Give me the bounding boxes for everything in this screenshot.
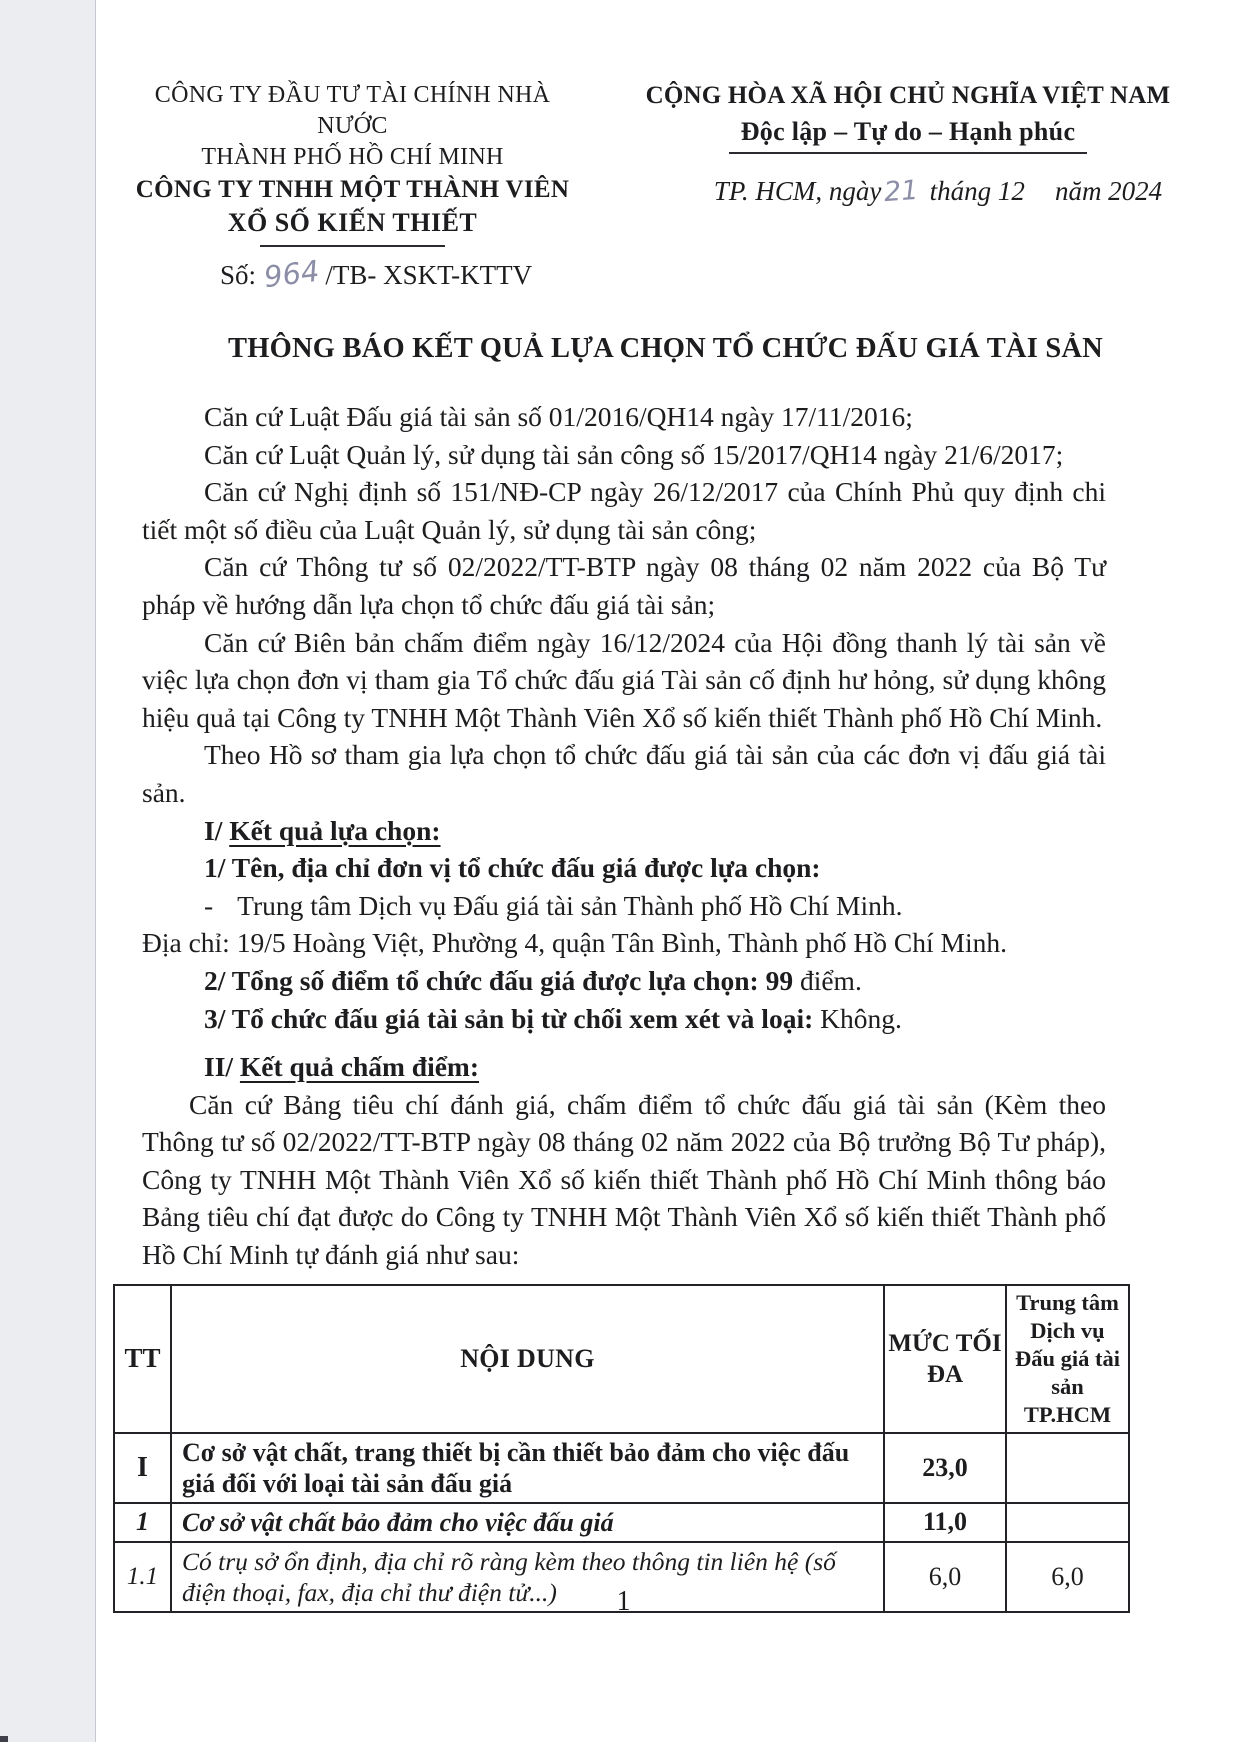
issuer-company-name: CÔNG TY TNHH MỘT THÀNH VIÊN	[135, 176, 570, 203]
issuer-underline-rule	[260, 245, 445, 247]
document-body	[142, 398, 1106, 1274]
cell-content: Cơ sở vật chất, trang thiết bị cần thiết bảo đảm cho việc đấu giá đối với loại tài sản đấu giá	[171, 1433, 884, 1503]
cell-tt: 1	[114, 1503, 171, 1542]
cell-content: Cơ sở vật chất bảo đảm cho việc đấu giá	[171, 1503, 884, 1542]
recital-paragraph: Căn cứ Biên bản chấm điểm ngày 16/12/2024 của Hội đồng thanh lý tài sản về việc lựa chọn đơn vị tham gia Tổ chức đấu giá Tài sản cố định hư hỏng, sử dụng không hiệu quả tại Công ty TNHH Một Thành Viên Xổ số kiến thiết Thành phố Hồ Chí Minh.	[142, 626, 1106, 733]
doc-number-handwritten: 964	[262, 253, 322, 295]
issuer-block	[125, 80, 580, 295]
doc-number-prefix: Số:	[220, 260, 257, 290]
table-row	[114, 1503, 1129, 1542]
table-row	[114, 1433, 1129, 1503]
col-header-max-score: MỨC TỐI ĐA	[884, 1285, 1006, 1433]
issuer-company-name-2: XỔ SỐ KIẾN THIẾT	[227, 208, 478, 237]
item-3-bold-text: 3/ Tổ chức đấu giá tài sản bị từ chối xem xét và loại:	[204, 1002, 821, 1034]
doc-number-suffix: /TB- XSKT-KTTV	[325, 260, 533, 290]
item-3-regular-text: Không.	[820, 1002, 902, 1034]
section-1-item-2	[142, 962, 1106, 1000]
section-2-heading-text: Kết quả chấm điểm:	[239, 1051, 480, 1083]
score-table-header-row	[114, 1285, 1129, 1433]
date-month: tháng 12	[929, 176, 1025, 206]
item-2-regular-text: điểm.	[799, 964, 862, 996]
selected-organizer-name: Trung tâm Dịch vụ Đấu giá tài sản Thành phố Hồ Chí Minh.	[237, 889, 903, 921]
col-header-tt: TT	[114, 1285, 171, 1433]
issue-date-line	[580, 176, 1236, 207]
section-2-number: II/	[204, 1051, 240, 1083]
recital-paragraph: Căn cứ Luật Đấu giá tài sản số 01/2016/QH14 ngày 17/11/2016;	[204, 401, 913, 432]
issuer-parent-name: CÔNG TY ĐẦU TƯ TÀI CHÍNH NHÀ NƯỚC	[154, 82, 551, 139]
scan-corner-artifact	[0, 1736, 8, 1742]
national-motto: Độc lập – Tự do – Hạnh phúc	[729, 117, 1088, 154]
col-header-content: NỘI DUNG	[171, 1285, 884, 1433]
cell-tt: 1.1	[114, 1542, 171, 1612]
selected-organizer-address: Địa chỉ: 19/5 Hoàng Việt, Phường 4, quận Tân Bình, Thành phố Hồ Chí Minh.	[142, 927, 1007, 959]
section-1-heading-text: Kết quả lựa chọn:	[229, 814, 441, 846]
section-1-heading	[142, 812, 1106, 850]
col-header-organizer-score: Trung tâm Dịch vụ Đấu giá tài sản TP.HCM	[1006, 1285, 1129, 1433]
issuer-parent-city: THÀNH PHỐ HỒ CHÍ MINH	[201, 144, 504, 170]
cell-organizer-score	[1006, 1503, 1129, 1542]
recital-paragraph: Theo Hồ sơ tham gia lựa chọn tổ chức đấu giá tài sản của các đơn vị đấu giá tài sản.	[142, 739, 1106, 808]
national-motto-wrap	[580, 117, 1236, 154]
document-header	[95, 0, 1236, 295]
document-page	[95, 0, 1236, 1742]
recital-paragraph: Căn cứ Thông tư số 02/2022/TT-BTP ngày 08 tháng 02 năm 2022 của Bộ Tư pháp về hướng dẫn lựa chọn tổ chức đấu giá tài sản;	[142, 551, 1106, 620]
cell-max-score: 11,0	[884, 1503, 1006, 1542]
scan-background-strip	[0, 0, 96, 1742]
recital-paragraph: Căn cứ Luật Quản lý, sử dụng tài sản công số 15/2017/QH14 ngày 21/6/2017;	[204, 438, 1064, 470]
document-title: THÔNG BÁO KẾT QUẢ LỰA CHỌN TỔ CHỨC ĐẤU GIÁ TÀI SẢN	[228, 333, 1103, 364]
section-1-item-1	[142, 849, 1106, 887]
cell-organizer-score: 6,0	[1006, 1542, 1129, 1612]
cell-max-score: 23,0	[884, 1433, 1006, 1503]
document-number-line	[125, 253, 580, 295]
dash-bullet: -	[204, 889, 214, 921]
national-title: CỘNG HÒA XÃ HỘI CHỦ NGHĨA VIỆT NAM	[645, 82, 1171, 109]
section-1-number: I/	[204, 814, 230, 846]
date-day-handwritten: 21	[883, 174, 920, 209]
section-2-paragraph: Căn cứ Bảng tiêu chí đánh giá, chấm điểm tổ chức đấu giá tài sản (Kèm theo Thông tư số 02/2022/TT-BTP ngày 08 tháng 02 năm 2022 của Bộ trưởng Bộ Tư pháp), Công ty TNHH Một Thành Viên Xổ số kiến thiết Thành phố Hồ Chí Minh thông báo Bảng tiêu chí đạt được do Công ty TNHH Một Thành Viên Xổ số kiến thiết Thành phố Hồ Chí Minh tự đánh giá như sau:	[142, 1088, 1106, 1271]
score-table	[113, 1284, 1130, 1613]
date-prefix: TP. HCM, ngày	[713, 176, 882, 206]
item-1-label: 1/ Tên, địa chỉ đơn vị tổ chức đấu giá được lựa chọn:	[204, 852, 821, 884]
national-motto-block	[580, 80, 1236, 291]
section-2-heading	[142, 1048, 1106, 1086]
section-1-item-3	[142, 1000, 1106, 1038]
recital-paragraph: Căn cứ Nghị định số 151/NĐ-CP ngày 26/12/2017 của Chính Phủ quy định chi tiết một số điều của Luật Quản lý, sử dụng tài sản công;	[142, 476, 1106, 545]
selected-organizer-line	[142, 887, 1106, 925]
cell-tt: I	[114, 1433, 171, 1503]
cell-organizer-score	[1006, 1433, 1129, 1503]
page-number: 1	[616, 1586, 631, 1617]
item-2-bold-text: 2/ Tổng số điểm tổ chức đấu giá được lựa chọn: 99	[204, 964, 800, 996]
date-year: năm 2024	[1054, 176, 1163, 206]
cell-max-score: 6,0	[884, 1542, 1006, 1612]
cell-content: Có trụ sở ổn định, địa chỉ rõ ràng kèm theo thông tin liên hệ (số điện thoại, fax, địa chỉ thư điện tử...)	[171, 1542, 884, 1612]
